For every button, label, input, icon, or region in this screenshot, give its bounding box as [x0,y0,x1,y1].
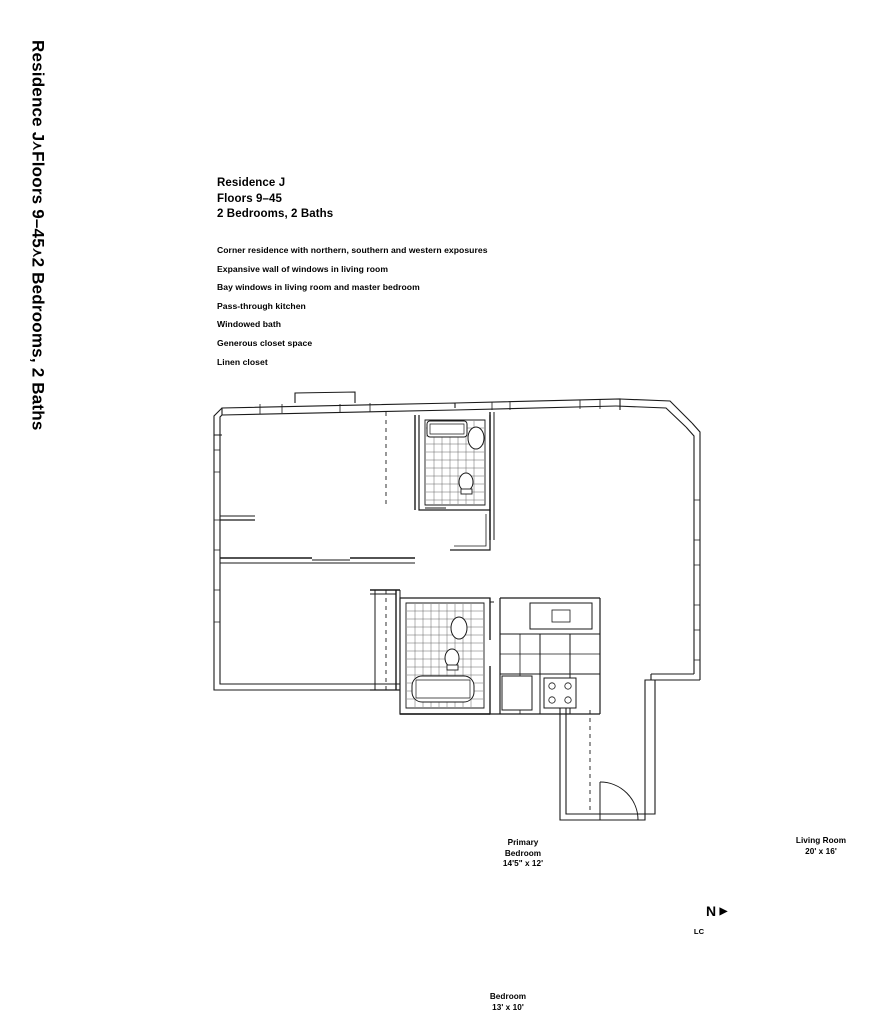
room-label-linen-closet [679,927,719,938]
room-label-bedroom [453,992,563,1013]
room-label-living-room [766,836,876,857]
room-name-line1: Bedroom [489,992,527,1001]
feature-item: Windowed bath [217,319,282,330]
room-name-line1: Living Room [795,836,847,845]
spine-floors: Floors 9–45 [28,151,48,248]
feature-list [217,241,647,371]
vertical-spine-title [18,40,58,560]
feature-item: Bay windows in living room and master bedroom [217,282,420,293]
room-name-line1: LC [693,927,705,936]
floor-plan-svg [200,390,760,850]
spine-residence: Residence J [28,40,48,142]
feature-item: Linen closet [217,356,268,367]
spine-separator-2: ⋏ [30,247,46,258]
floor-plan-drawing [200,390,847,1012]
north-arrow-icon: ▶ [719,906,728,917]
feature-item: Expansive wall of windows in living room [217,263,389,274]
north-indicator [706,903,728,919]
header-bedrooms: 2 Bedrooms, 2 Baths [217,208,334,220]
room-label-primary-bedroom [468,838,578,870]
spine-bedrooms: 2 Bedrooms, 2 Baths [28,257,48,431]
plan-header [217,176,637,223]
room-name-line1: Primary [507,838,539,847]
room-name-line2: Bedroom [504,848,542,858]
header-floors: Floors 9–45 [217,192,283,205]
room-dimensions: 13' x 10' [492,1002,524,1012]
feature-item: Generous closet space [217,337,313,348]
feature-item: Corner residence with northern, southern and western exposures [217,245,488,255]
spine-separator-1: ⋏ [30,141,46,152]
north-label: N [706,903,717,919]
room-dimensions: 20' x 16' [805,846,837,856]
header-residence: Residence J [217,177,286,189]
room-dimensions: 14'5" x 12' [502,859,544,868]
feature-item: Pass-through kitchen [217,300,306,311]
